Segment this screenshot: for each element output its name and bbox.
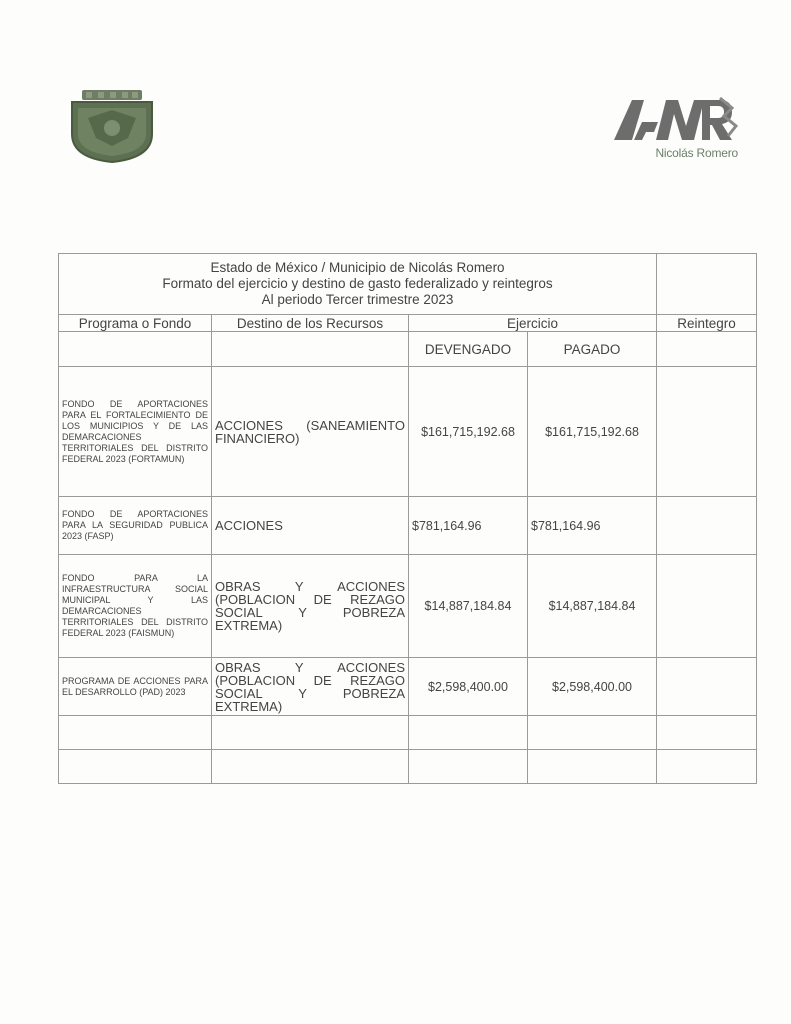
- refund-cell: [657, 497, 757, 555]
- paid-cell: $2,598,400.00: [528, 658, 657, 716]
- program-cell: PROGRAMA DE ACCIONES PARA EL DESARROLLO (PAD) 2023: [59, 658, 212, 716]
- logo-name-text: Nicolás Romero: [655, 146, 738, 160]
- destination-cell: ACCIONES: [212, 497, 409, 555]
- paid-cell: $161,715,192.68: [528, 367, 657, 497]
- title-line: Al periodo Tercer trimestre 2023: [261, 292, 454, 307]
- table-row-empty: [59, 716, 757, 750]
- destination-cell: OBRAS Y ACCIONES (POBLACION DE REZAGO SOCIAL Y POBREZA EXTREMA): [212, 555, 409, 658]
- table-row: [59, 367, 757, 497]
- table-row: [59, 555, 757, 658]
- table-row-empty: [59, 750, 757, 784]
- header-program: Programa o Fondo: [59, 315, 212, 332]
- accrued-cell: $14,887,184.84: [409, 555, 528, 658]
- refund-cell: [657, 367, 757, 497]
- header-exercise: Ejercicio: [409, 315, 657, 332]
- header-paid: PAGADO: [528, 332, 657, 367]
- table-title: [59, 254, 657, 315]
- municipal-seal-logo: [68, 88, 156, 164]
- header-destination: Destino de los Recursos: [212, 315, 409, 332]
- nicolas-romero-logo: [612, 92, 742, 174]
- subheader-empty: [59, 332, 212, 367]
- header-accrued: DEVENGADO: [409, 332, 528, 367]
- title-line: Estado de México / Municipio de Nicolás Romero: [210, 260, 505, 275]
- title-empty-cell: [657, 254, 757, 315]
- refund-cell: [657, 658, 757, 716]
- federalized-spending-table: [58, 253, 757, 784]
- paid-cell: $14,887,184.84: [528, 555, 657, 658]
- destination-cell: OBRAS Y ACCIONES (POBLACION DE REZAGO SOCIAL Y POBREZA EXTREMA): [212, 658, 409, 716]
- header-refund: Reintegro: [657, 315, 757, 332]
- paid-cell: $781,164.96: [528, 497, 657, 555]
- table-row: [59, 497, 757, 555]
- program-cell: FONDO DE APORTACIONES PARA EL FORTALECIMIENTO DE LOS MUNICIPIOS Y DE LAS DEMARCACIONES TERRITORIALES DEL DISTRITO FEDERAL 2023 (FORTAMUN): [59, 367, 212, 497]
- accrued-cell: $781,164.96: [409, 497, 528, 555]
- subheader-empty: [212, 332, 409, 367]
- destination-cell: ACCIONES (SANEAMIENTO FINANCIERO): [212, 367, 409, 497]
- table-row: [59, 658, 757, 716]
- program-cell: FONDO PARA LA INFRAESTRUCTURA SOCIAL MUNICIPAL Y LAS DEMARCACIONES TERRITORIALES DEL DISTRITO FEDERAL 2023 (FAISMUN): [59, 555, 212, 658]
- accrued-cell: $161,715,192.68: [409, 367, 528, 497]
- program-cell: FONDO DE APORTACIONES PARA LA SEGURIDAD PUBLICA 2023 (FASP): [59, 497, 212, 555]
- refund-cell: [657, 555, 757, 658]
- subheader-empty: [657, 332, 757, 367]
- title-line: Formato del ejercicio y destino de gasto federalizado y reintegros: [162, 276, 553, 291]
- accrued-cell: $2,598,400.00: [409, 658, 528, 716]
